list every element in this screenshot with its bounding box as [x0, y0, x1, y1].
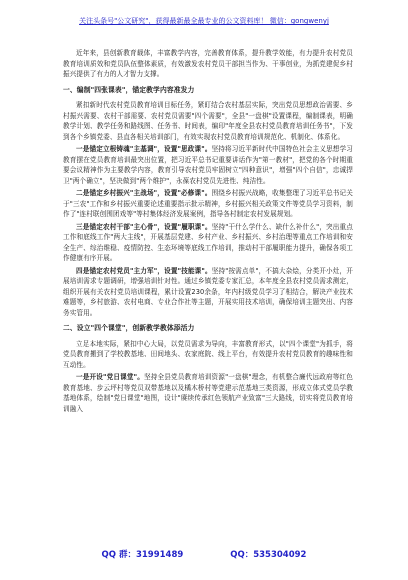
footer-contact	[0, 548, 408, 560]
paragraph-text: 坚持全县党员教育培训资源"一盘棋"理念，有机整合廉代远政府等红色教育基地、步云坪村等党员双带基地以及橘木桥村等党建示范基地三类资源，形成立体式党员学教基地体系，绘制"党日课堂"地图，设计"赓续传承红色领航产业致富"三大路线，切实将党员教育培训融入	[63, 373, 353, 413]
paragraph-lead: 四是锚定农村党员"主力军"，设置"技能课"。	[76, 266, 212, 275]
paragraph	[63, 144, 353, 186]
paragraph-text: 近年来，县创新教育载体，丰富教学内容，完善教育体系，提升教学效能，有力提升农村党员教育培训质效和党员队伍整体素质，有效激发农村党员干部担当作为、干事创业，为抓党建促乡村振兴提供了有力的人才智力支撑。	[63, 49, 353, 78]
section-heading	[63, 323, 353, 334]
paragraph-text: 立足本地实际，紧扣中心大局，以党员需求为导向，丰富教育形式，以"四个课堂"为抓手，将党员教育搬到了学校教基地、田间地头、农家庭院、线上平台，有效提升农村党员教育的趣味性和互动性。	[63, 339, 353, 369]
document-body	[63, 48, 353, 416]
paragraph-text: 紧扣新时代农村党员教育培训目标任务，紧盯结合农村基层实际，突出党员思想政治需要、乡村振兴需要、农村干部需要、农村党员需要"四个需要"，全县"一盘棋"设置课程，编制课表，明确教学计划、教学任务和路线图、任务书、时间表，编印"年度全县农村党员教育培训任务书"，下发到各个乡镇党委、县直各相关培训部门，有效实现农村党员教育培训规范化、机制化、体系化。	[63, 101, 353, 141]
paragraph	[63, 48, 353, 80]
paragraph	[63, 188, 353, 220]
paragraph-text: 一、编制"四张课表"，锚定教学内容准发力	[63, 85, 195, 94]
paragraph-lead: 二是锚定乡村振兴"主战场"，设置"必修课"。	[76, 189, 212, 197]
paragraph-text: 坚持"干什么学什么、缺什么补什么"，突出重点工作和底线工作"两大主线"，开展基层党建、乡村产业、乡村振兴、乡村治理等重点工作培训和安全生产、综治维稳、疫情防控、生态环境等底线工作培训，推动村干部履职能力提升，确保各项工作健康有序开展。	[63, 222, 353, 262]
paragraph-text: 坚持"按需点单"，不搞大杂烩，分类开小灶，开展培训需求专题调研，增强培训针对性。通过乡镇党委专家汇总，本年度全县农村党员需求测定，组织开展有关农村党员培训课程，累计设置230余条，年内村级党员学习了相结合，解决产业技术难题等，乡村旅游、农村电商、专业合作社等主题，开展实用技术培训，确保培训主题突出、内容务实管用。	[63, 266, 353, 317]
section-heading	[63, 85, 353, 96]
paragraph-text: 坚持将习近平新时代中国特色社会主义思想学习教育摆在党员教育培训最突出位置，把习近平总书记重要讲话作为"第一教材"，把党的各个时期重要会议精神作为主要教学内容，教育引导农村党员牢固树立"四种意识"，增强"四个自信"，忠诚捍卫"两个确立"，坚决做到"两个维护"，永葆农村党员先进性、纯洁性。	[63, 145, 353, 185]
paragraph	[63, 339, 353, 371]
paragraph-lead: 一是开设"党日课堂"。	[76, 373, 144, 381]
footer-qq: QQ：535304092	[230, 550, 307, 560]
paragraph	[63, 266, 353, 319]
paragraph	[63, 222, 353, 264]
footer-qq-group: QQ 群：31991489	[101, 550, 184, 560]
paragraph-text: 二、设立"四个课堂"，创新教学教体添活力	[63, 324, 195, 332]
paragraph	[63, 100, 353, 142]
paragraph-lead: 一是锚定立根铸魂"主基调"，设置"思政课"。	[76, 145, 212, 153]
paragraph	[63, 372, 353, 414]
paragraph-text: 围绕乡村振兴战略，收集整理了习近平总书记关于"三农"工作和乡村振兴重要论述重要指示批示精神，乡村振兴相关政策文件等党员学习资料，制作了"连村联创围团戏等"等村集体经济发展案例，指导各村制定农村发展规划。	[63, 189, 353, 218]
paragraph-lead: 三是锚定农村干部"主心骨"，设置"履职课"。	[76, 222, 212, 231]
header-banner[interactable]: 关注头条号"公文研究"，获得最新最全最专业的公文资料库！ 微信：gongwenyj	[79, 17, 329, 25]
